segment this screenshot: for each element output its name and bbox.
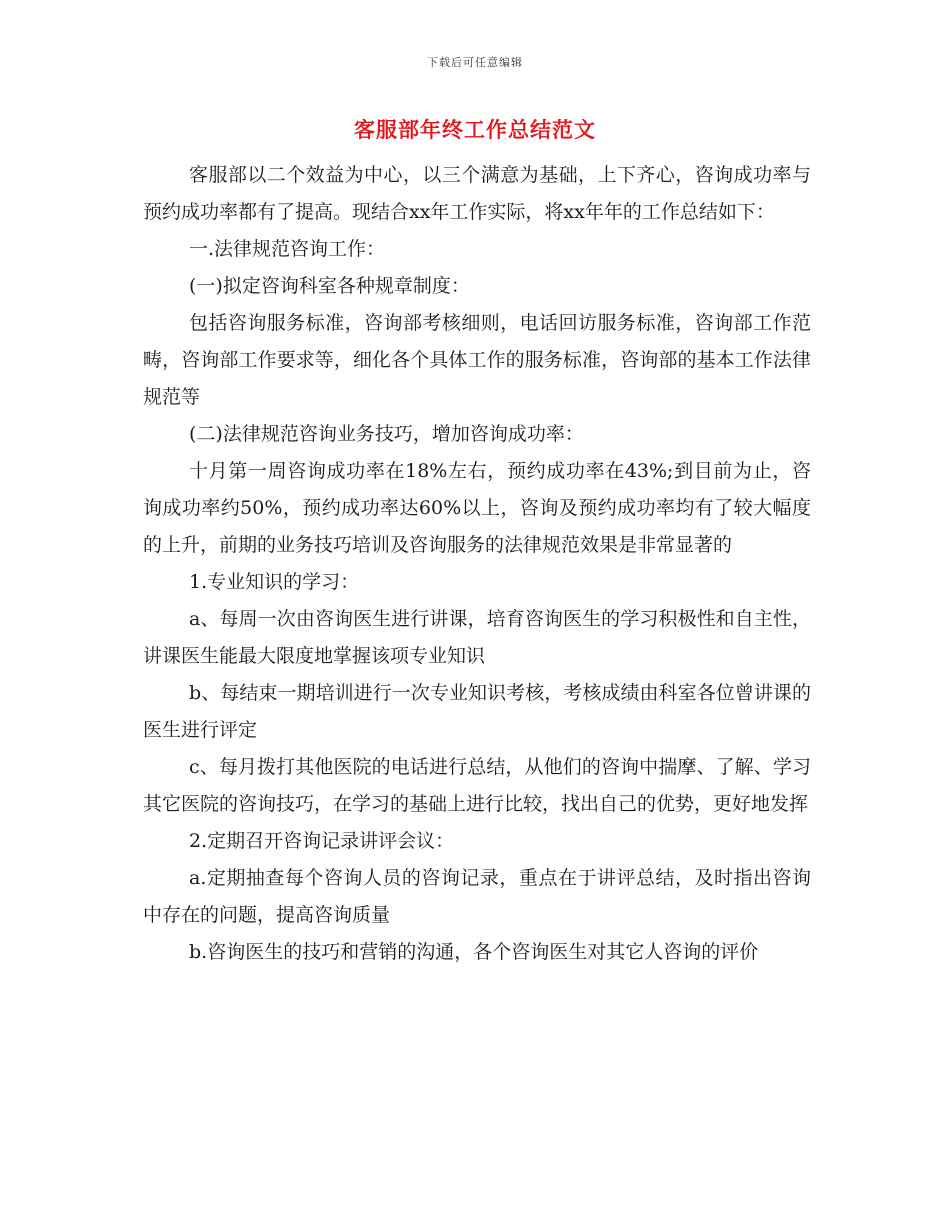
paragraph-intro: 客服部以二个效益为中心，以三个满意为基础，上下齐心，咨询成功率与预约成功率都有了提高。现结合xx年工作实际，将xx年年的工作总结如下： [143,164,811,223]
section-heading-1: 一.法律规范咨询工作： [189,238,386,260]
document-body [143,157,811,971]
item-heading-1: 1.专业知识的学习： [189,571,360,593]
item-b-communication: b.咨询医生的技巧和营销的沟通，各个咨询医生对其它人咨询的评价 [189,941,759,963]
item-c-benchmarking: c、每月拨打其他医院的电话进行总结，从他们的咨询中揣摩、了解、学习其它医院的咨询技巧，在学习的基础上进行比较，找出自己的优势，更好地发挥 [143,756,811,815]
item-heading-2: 2.定期召开咨询记录讲评会议： [189,830,455,852]
document-title: 客服部年终工作总结范文 [354,117,596,142]
item-b-assessment: b、每结束一期培训进行一次专业知识考核，考核成绩由科室各位曾讲课的医生进行评定 [143,682,811,741]
subsection-heading-2: (二)法律规范咨询业务技巧，增加咨询成功率： [189,423,584,445]
subsection-heading-1: (一)拟定咨询科室各种规章制度： [189,275,470,297]
paragraph-rules: 包括咨询服务标准，咨询部考核细则，电话回访服务标准，咨询部工作范畴，咨询部工作要求等，细化各个具体工作的服务标准，咨询部的基本工作法律规范等 [143,312,811,408]
paragraph-success-rate: 十月第一周咨询成功率在18%左右，预约成功率在43%;到目前为止，咨询成功率约50%，预约成功率达60%以上，咨询及预约成功率均有了较大幅度的上升，前期的业务技巧培训及咨询服务的法律规范效果是非常显著的 [143,460,811,556]
item-a-weekly-lecture: a、每周一次由咨询医生进行讲课，培育咨询医生的学习积极性和自主性，讲课医生能最大限度地掌握该项专业知识 [143,608,811,667]
item-a-record-review: a.定期抽查每个咨询人员的咨询记录，重点在于讲评总结，及时指出咨询中存在的问题，提高咨询质量 [143,867,811,926]
header-note: 下载后可任意编辑 [427,56,523,69]
